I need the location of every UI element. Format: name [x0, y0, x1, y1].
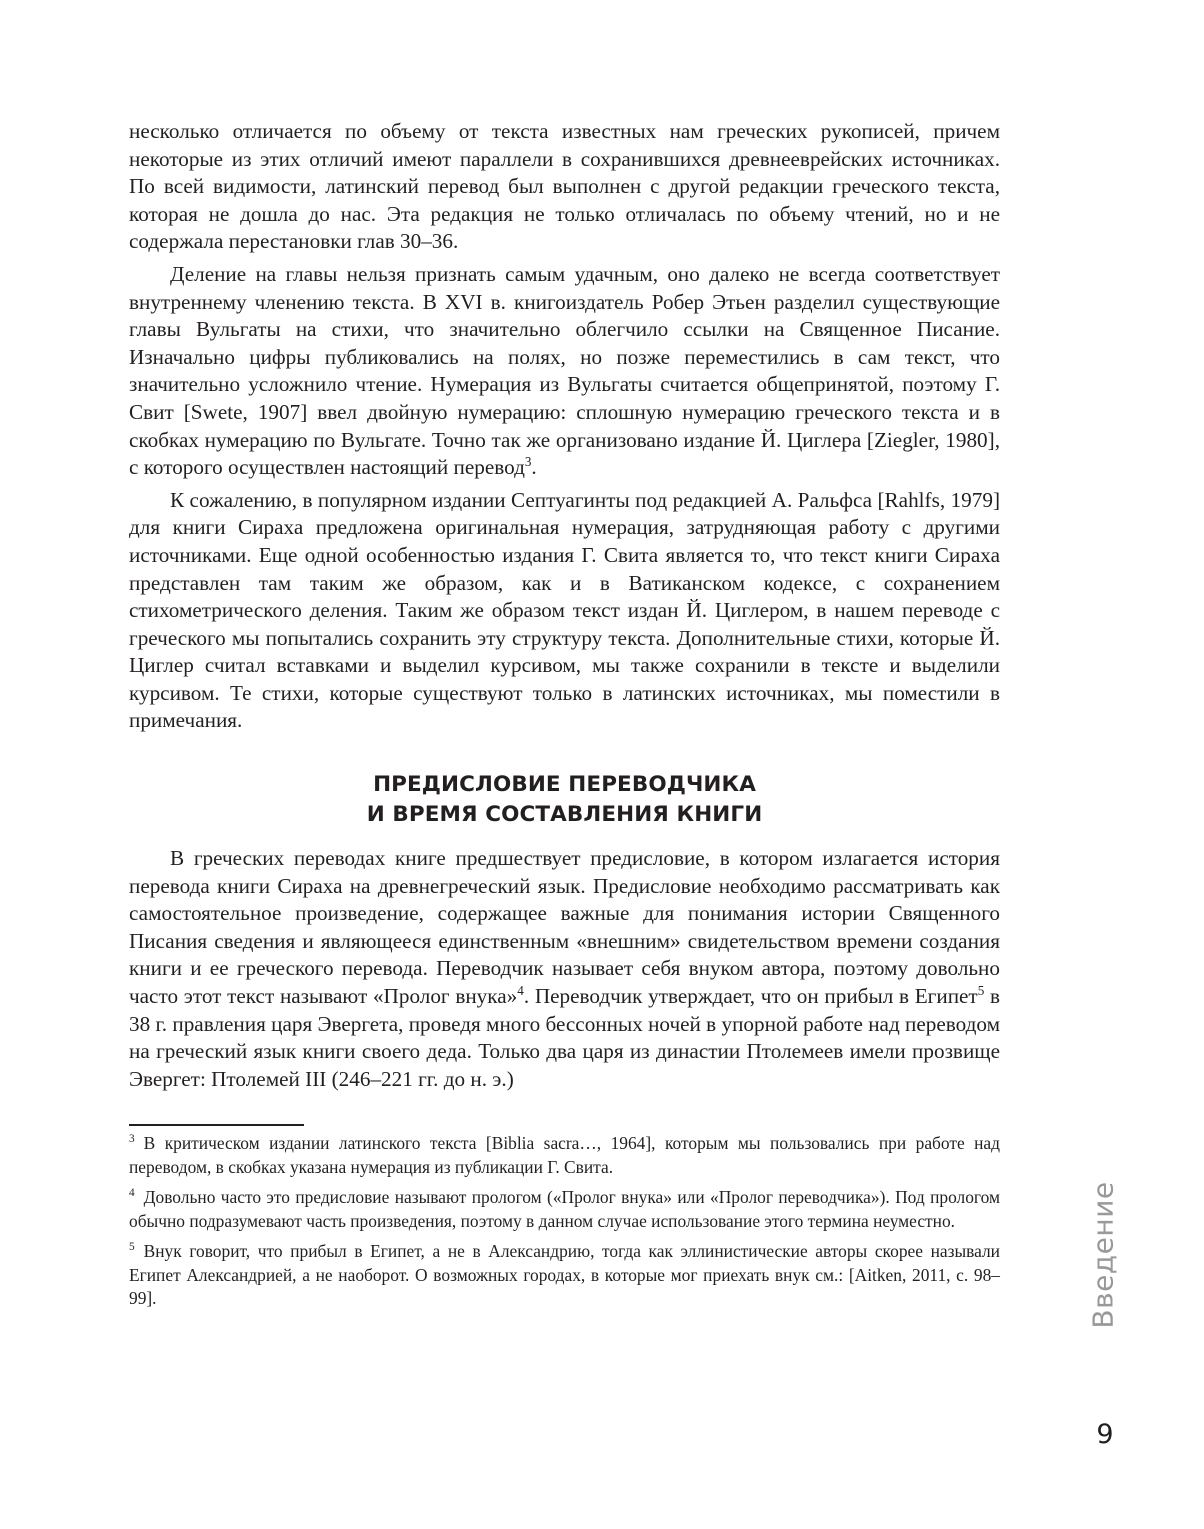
footnote-number: 3: [129, 1133, 135, 1146]
footnote-number: 4: [129, 1187, 135, 1200]
footnote-5: [129, 1240, 1000, 1311]
footnote-number: 5: [129, 1241, 135, 1254]
footnote-ref-4: 4: [517, 982, 524, 998]
page-number: 9: [1096, 1419, 1114, 1450]
body-paragraph-2-end: .: [531, 455, 537, 480]
footnote-4: [129, 1186, 1000, 1233]
body-paragraph-1: несколько отличается по объему от текста известных нам греческих рукописей, причем некоторые из этих отличий имеют параллели в сохранившихся древнееврейских источниках. По всей видимости, латинский перевод был выполнен с другой редакции греческого текста, которая не дошла до нас. Эта редакция не только отличалась по объему чтений, но и не содержала перестановки глав 30–36.: [129, 119, 1000, 254]
section-paragraph: [129, 845, 1000, 1093]
body-paragraph-2: [129, 261, 1000, 482]
section-paragraph-part-2: . Переводчик утверждает, что он прибыл в Египет: [523, 984, 978, 1009]
footnote-ref-5: 5: [977, 982, 985, 998]
footnote-text: В критическом издании латинского текста [Biblia sacra…, 1964], которым мы пользовались при работе над переводом, в скобках указана нумерация из публикации Г. Свита.: [129, 1133, 1000, 1177]
footnote-ref-3: 3: [524, 454, 532, 470]
section-heading: [129, 770, 1000, 830]
section-heading-line-2: И ВРЕМЯ СОСТАВЛЕНИЯ КНИГИ: [366, 802, 763, 828]
body-paragraph-2-text: Деление на главы нельзя признать самым удачным, оно далеко не всегда соответствует внутреннему членению текста. В XVI в. книгоиздатель Робер Этьен разделил существующие главы Вульгаты на стихи, что значительно облегчило ссылки на Священное Писание. Изначально цифры публиковались на полях, но позже переместились в сам текст, что значительно усложнило чтение. Нумерация из Вульгаты считается общепринятой, поэтому Г. Свит [Swete, 1907] ввел двойную нумерацию: сплошную нумерацию греческого текста и в скобках нумерацию по Вульгате. Точно так же организовано издание Й. Циглера [Ziegler, 1980], с которого осуществлен настоящий перевод: [129, 261, 1000, 480]
footnotes: [129, 1132, 1000, 1318]
main-text-block: [129, 118, 1000, 1098]
running-head: Введение: [1086, 1181, 1120, 1329]
section-heading-line-1: ПРЕДИСЛОВИЕ ПЕРЕВОДЧИКА: [373, 772, 756, 798]
section-paragraph-part-3: в 38 г. правления царя Эвергета, проведя много бессонных ночей в упорной работе над переводом на греческий язык книги своего деда. Только два царя из династии Птолемеев имели прозвище Эвергет: Птолемей III (246–221 гг. до н. э.): [129, 984, 1000, 1091]
footnote-divider: [129, 1124, 304, 1126]
footnote-3: [129, 1132, 1000, 1179]
footnote-text: Довольно часто это предисловие называют прологом («Пролог внука» или «Пролог переводчика»). Под прологом обычно подразумевают часть произведения, поэтому в данном случае использование этого термина неуместно.: [129, 1187, 1000, 1231]
section-paragraph-part-1: В греческих переводах книге предшествует предисловие, в котором излагается история перевода книги Сираха на древнегреческий язык. Предисловие необходимо рассматривать как самостоятельное произведение, содержащее важные для понимания истории Священного Писания сведения и являющееся единственным «внешним» свидетельством времени создания книги и ее греческого перевода. Переводчик называет себя внуком автора, поэтому довольно часто этот текст называют «Пролог внука»: [129, 846, 1000, 1009]
footnote-text: Внук говорит, что прибыл в Египет, а не в Александрию, тогда как эллинистические авторы скорее называли Египет Александрией, а не наоборот. О возможных городах, в которые мог приехать внук см.: [Aitken, 2011, с. 98–99].: [129, 1241, 1000, 1308]
body-paragraph-3: К сожалению, в популярном издании Септуагинты под редакцией А. Ральфса [Rahlfs, 1979] для книги Сираха предложена оригинальная нумерация, затрудняющая работу с другими источниками. Еще одной особенностью издания Г. Свита является то, что текст книги Сираха представлен там таким же образом, как и в Ватиканском кодексе, с сохранением стихометрического деления. Таким же образом текст издан Й. Циглером, в нашем переводе с греческого мы попытались сохранить эту структуру текста. Дополнительные стихи, которые Й. Циглер считал вставками и выделил курсивом, мы также сохранили в тексте и выделили курсивом. Те стихи, которые существуют только в латинских источниках, мы поместили в примечания.: [129, 487, 1000, 733]
